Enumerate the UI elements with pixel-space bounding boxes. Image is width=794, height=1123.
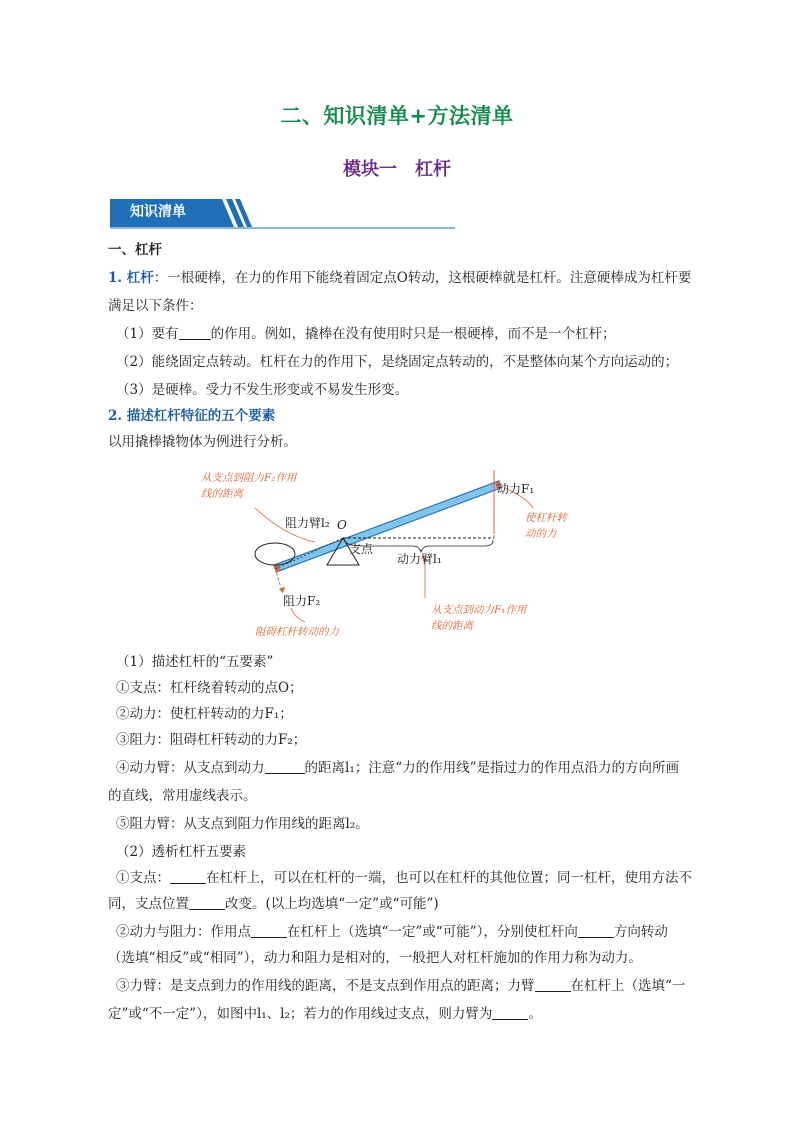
page-title: 二、知识清单+方法清单 bbox=[280, 104, 514, 128]
analysis-pivot bbox=[116, 868, 692, 888]
condition-2: （2）能绕固定点转动。杠杆在力的作用下，是绕固定点转动的，不是整体向某个方向运动的； bbox=[116, 354, 679, 370]
note-f1 bbox=[525, 510, 567, 542]
condition-1-a: （1）要有 bbox=[116, 326, 179, 342]
fill-blank[interactable] bbox=[251, 923, 287, 938]
note-f2: 阻碍杠杆转动的力 bbox=[255, 626, 339, 638]
note-l2-line1: 从支点到阻力F₂作用 bbox=[201, 472, 297, 484]
analysis-pivot-b: 在杠杆上，可以在杠杆的一端，也可以在杠杆的其他位置；同一杠杆，使用方法不 bbox=[206, 870, 692, 886]
element-effort-arm bbox=[116, 758, 679, 778]
note-f1-line2: 动的力 bbox=[525, 528, 557, 540]
analysis-forces-a: ②动力与阻力：作用点 bbox=[116, 924, 251, 940]
fill-blank[interactable] bbox=[189, 895, 225, 910]
five-elements-intro: 以用撬棒撬物体为例进行分析。 bbox=[108, 434, 297, 450]
label-f2: 阻力F₂ bbox=[283, 594, 321, 608]
note-l1-line2: 线的距离 bbox=[431, 620, 473, 632]
lever-definition-text: ：一根硬棒，在力的作用下能绕着固定点O转动，这根硬棒就是杠杆。注意硬棒成为杠杆要 bbox=[153, 270, 692, 286]
analysis-pivot-a: ①支点： bbox=[116, 870, 170, 886]
effort-arm-a: ④动力臂：从支点到动力 bbox=[116, 760, 265, 776]
analysis-forces-c: 方向转动 bbox=[613, 924, 668, 940]
element-pivot: ①支点：杠杆绕着转动的点O； bbox=[116, 680, 303, 696]
analysis-forces bbox=[116, 922, 668, 942]
analysis-arm-d: 。 bbox=[528, 1006, 542, 1022]
note-l1-line1: 从支点到动力F₁作用 bbox=[431, 604, 527, 616]
fill-blank[interactable] bbox=[535, 977, 571, 992]
analysis-arm-c: 定”或“不一定”），如图中l₁、l₂；若力的作用线过支点，则力臂为 bbox=[108, 1006, 493, 1022]
condition-1-b: 的作用。例如，撬棒在没有使用时只是一根硬棒，而不是一个杠杆； bbox=[210, 326, 616, 342]
analysis-arm-cont bbox=[108, 1004, 542, 1024]
lever-diagram bbox=[195, 458, 605, 643]
note-l2 bbox=[201, 470, 297, 502]
five-elements-heading: 2. 描述杠杆特征的五个要素 bbox=[108, 408, 276, 424]
fill-blank[interactable] bbox=[179, 325, 211, 340]
label-o: O bbox=[337, 518, 347, 532]
analysis-pivot-c: 同，支点位置 bbox=[108, 896, 189, 912]
heading-lever: 一、杠杆 bbox=[108, 242, 162, 258]
effort-arm-continued: 的直线，常用虚线表示。 bbox=[108, 788, 257, 804]
analysis-pivot-d: 改变。(以上均选填“一定”或“可能”) bbox=[225, 896, 439, 912]
label-f1: 动力F₁ bbox=[497, 482, 535, 496]
lever-conditions-intro: 满足以下条件： bbox=[108, 298, 203, 314]
analysis-arm-a: ③力臂：是支点到力的作用线的距离，不是支点到作用点的距离；力臂 bbox=[116, 978, 535, 994]
label-pivot: 支点 bbox=[349, 542, 374, 556]
element-load: ③阻力：阻碍杠杆转动的力F₂； bbox=[116, 732, 307, 748]
analysis-arm bbox=[116, 976, 685, 996]
element-effort: ②动力：使杠杆转动的力F₁； bbox=[116, 706, 293, 722]
fill-blank[interactable] bbox=[265, 759, 305, 774]
analysis-pivot-cont bbox=[108, 894, 439, 914]
analysis-subheading: （2）透析杠杆五要素 bbox=[116, 844, 247, 860]
condition-1 bbox=[116, 324, 616, 344]
analysis-forces-b: 在杠杆上（选填“一定”或“可能”），分别使杠杆向 bbox=[287, 924, 578, 940]
lever-definition bbox=[108, 268, 691, 288]
effort-arm-b: 的距离l₁；注意“力的作用线”是指过力的作用点沿力的方向所画 bbox=[304, 760, 680, 776]
five-elements-subheading: （1）描述杠杆的“五要素” bbox=[116, 654, 274, 670]
lever-label: 1. 杠杆 bbox=[108, 270, 154, 286]
condition-3: （3）是硬棒。受力不发生形变或不易发生形变。 bbox=[116, 382, 409, 398]
fill-blank[interactable] bbox=[578, 923, 614, 938]
note-l1 bbox=[431, 602, 527, 634]
label-l1: 动力臂l₁ bbox=[397, 552, 442, 566]
section-banner-label: 知识清单 bbox=[130, 204, 186, 220]
fill-blank[interactable] bbox=[492, 1005, 528, 1020]
element-load-arm: ⑤阻力臂：从支点到阻力作用线的距离l₂。 bbox=[116, 816, 369, 832]
label-l2: 阻力臂l₂ bbox=[285, 516, 330, 530]
module-subtitle: 模块一 杠杆 bbox=[343, 159, 451, 180]
analysis-forces-cont: （选填“相反”或“相同”），动力和阻力是相对的，一般把人对杠杆施加的作用力称为动力。 bbox=[108, 950, 642, 966]
note-l2-line2: 线的距离 bbox=[201, 488, 243, 500]
analysis-arm-b: 在杠杆上（选填“一 bbox=[570, 978, 686, 994]
fill-blank[interactable] bbox=[170, 869, 206, 884]
note-f1-line1: 使杠杆转 bbox=[525, 512, 567, 524]
